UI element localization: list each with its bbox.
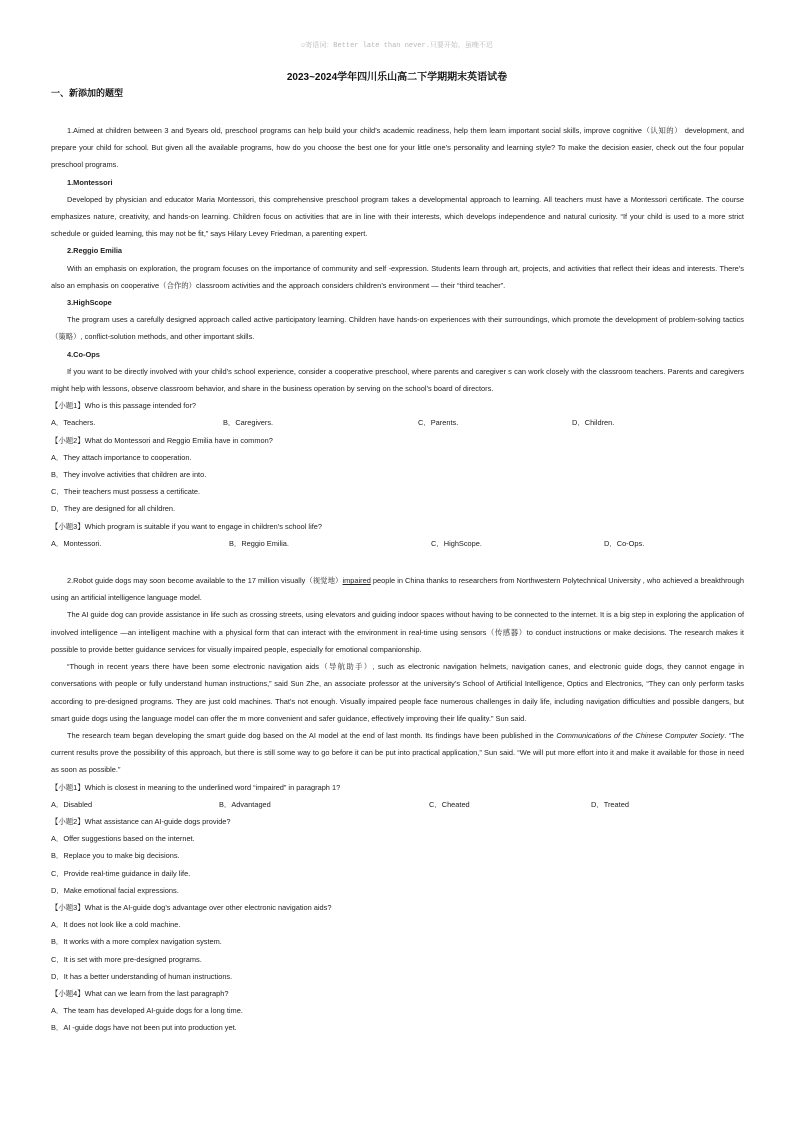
option-b[interactable]: B．It works with a more complex navigation system. bbox=[51, 937, 222, 947]
option-d[interactable]: D．Make emotional facial expressions. bbox=[51, 885, 179, 895]
option-b[interactable]: B．Reggio Emilia. bbox=[229, 538, 289, 548]
passage1-paragraph-coops: If you want to be directly involved with your child’s school experience, consider a cooperative preschool, where parents and caregiver s can work closely with the classroom teachers. Parents and caregivers might help with lessons, observe classroom behavior, and share in the business operation by serving on the school’s board of directors. bbox=[51, 366, 744, 394]
option-a[interactable]: A．Montessori. bbox=[51, 538, 102, 548]
option-d[interactable]: D．They are designed for all children. bbox=[51, 504, 176, 514]
passage1-question-2: 【小题2】What do Montessori and Reggio Emilia have in common? bbox=[51, 435, 273, 445]
passage2-paragraph-4: The research team began developing the smart guide dog based on the AI model at the end of last month. Its findings have been published in the Communications of the Chinese Computer Society. “The current results prove the possibility of this approach, but there is still some way to go before it can be put into practical application,” Sun said. “We will put more effort into it and make it available for those in need as soon as possible.” bbox=[51, 730, 744, 775]
option-b[interactable]: B．Caregivers. bbox=[223, 418, 274, 428]
passage1-paragraph-reggio: With an emphasis on exploration, the program focuses on the importance of community and self -expression. Students learn through art, projects, and activities that reflect their ideas and interests. There’s also an emphasis on cooperative（合作的）classroom activities and the approach considers children’s environment — their “third teacher”. bbox=[51, 263, 744, 290]
passage1-question-1: 【小题1】Who is this passage intended for? bbox=[51, 401, 197, 411]
option-a[interactable]: A．They attach importance to cooperation. bbox=[51, 452, 192, 462]
option-a[interactable]: A．Disabled bbox=[51, 799, 93, 809]
option-a[interactable]: A．It does not look like a cold machine. bbox=[51, 920, 181, 930]
exam-content bbox=[51, 122, 744, 1037]
passage1-question-3-options bbox=[51, 535, 744, 552]
option-c[interactable]: C．Provide real-time guidance in daily life. bbox=[51, 868, 191, 878]
passage2-question-1: 【小题1】Which is closest in meaning to the underlined word “impaired” in paragraph 1? bbox=[51, 782, 341, 792]
exam-title: 2023~2024学年四川乐山高二下学期期末英语试卷 bbox=[286, 72, 508, 83]
section-heading: 一、新添加的题型 bbox=[51, 89, 124, 99]
passage2-paragraph-3: “Though in recent years there have been some electronic navigation aids（导航助手）, such as electronic navigation helmets, navigation canes, and electronic guide dogs, they cannot engage in conversations with people or fully understand human instructions,” said Sun Zhe, an associate professor at the university’s School of Artificial Intelligence, Optics and Electronics, “They can only perform tasks according to pre-designed programs. They are just cold machines. That’s not enough. Visually impaired people face numerous challenges in daily life, including navigation difficulties and possible dangers, but smart guide dogs using the language model can offer the m more convenient and safer guidance, effectively improving their life quality.” Sun said. bbox=[51, 662, 744, 723]
passage1-heading-montessori: 1.Montessori bbox=[67, 177, 113, 187]
option-a[interactable]: A．Offer suggestions based on the internet. bbox=[51, 834, 195, 844]
underlined-word: impaired bbox=[342, 576, 371, 586]
passage1-heading-highscope: 3.HighScope bbox=[67, 298, 112, 308]
option-c[interactable]: C．Parents. bbox=[418, 418, 459, 428]
passage1-intro: 1.Aimed at children between 3 and 5years old, preschool programs can help build your child’s academic readiness, help them learn important social skills, improve cognitive（认知的） development, and prepare your child for school. But given all the available programs, how do you choose the best one for your little one’s personality and learning style? To make the decision easier, check out the four popular preschool programs. bbox=[51, 126, 744, 170]
option-a[interactable]: A．The team has developed AI-guide dogs for a long time. bbox=[51, 1006, 243, 1016]
header-watermark: ☺寄语词：Better late than never.只要开始，虽晚不迟 bbox=[301, 42, 493, 50]
option-c[interactable]: C．Their teachers must possess a certificate. bbox=[51, 487, 201, 497]
passage1-question-1-options bbox=[51, 414, 744, 431]
option-d[interactable]: D．Co-Ops. bbox=[604, 538, 645, 548]
option-b[interactable]: B．Replace you to make big decisions. bbox=[51, 851, 180, 861]
passage1-heading-coops: 4.Co-Ops bbox=[67, 349, 100, 359]
option-c[interactable]: C．HighScope. bbox=[431, 538, 482, 548]
option-d[interactable]: D．It has a better understanding of human instructions. bbox=[51, 971, 233, 981]
passage1-paragraph-highscope: The program uses a carefully designed approach called active participatory learning. Children have hands-on experiences with their surroundings, which promote the development of problem-solving tactics（策略）, conflict-solution methods, and other important skills. bbox=[51, 315, 744, 342]
option-b[interactable]: B．They involve activities that children are into. bbox=[51, 470, 207, 480]
passage2-paragraph-1: 2.Robot guide dogs may soon become available to the 17 million visually（视觉地）impaired people in China thanks to researchers from Northwestern Polytechnical University , who achieved a breakthrough using an artificial intelligence language model. bbox=[51, 576, 744, 603]
option-c[interactable]: C．Cheated bbox=[429, 799, 470, 809]
option-a[interactable]: A．Teachers. bbox=[51, 418, 96, 428]
passage2-paragraph-2: The AI guide dog can provide assistance in life such as crossing streets, using elevators and guiding indoor spaces without having to be connected to the internet. It is a big step in exploring the application of involved intelligence —an intelligent machine with a physical form that can interact with the environment in real-time using sensors（传感器）to conduct instructions or make decisions. The research makes it possible to provide better guidance services for visually impaired people, especially for emotional companionship. bbox=[51, 610, 744, 654]
option-b[interactable]: B．Advantaged bbox=[219, 799, 271, 809]
journal-title: Communications of the Chinese Computer Society bbox=[556, 730, 725, 740]
option-b[interactable]: B．AI -guide dogs have not been put into production yet. bbox=[51, 1023, 237, 1033]
option-c[interactable]: C．It is set with more pre-designed programs. bbox=[51, 954, 202, 964]
passage2-question-3: 【小题3】What is the AI-guide dog’s advantage over other electronic navigation aids? bbox=[51, 902, 332, 912]
passage2-question-4: 【小题4】What can we learn from the last paragraph? bbox=[51, 988, 229, 998]
passage2-question-1-options bbox=[51, 796, 744, 813]
passage1-paragraph-montessori: Developed by physician and educator Maria Montessori, this comprehensive preschool program takes a developmental approach to learning. All teachers must have a Montessori certificate. The course emphasizes nature, creativity, and hands-on learning. Children focus on activities that are in line with their interests, which develops independence and natural curiosity. “If your child is used to a more strict schedule or guided learning, this may not be fit,” says Hilary Levey Friedman, a parenting expert. bbox=[51, 194, 744, 239]
option-d[interactable]: D．Children. bbox=[572, 418, 615, 428]
passage1-question-3: 【小题3】Which program is suitable if you want to engage in children’s school life? bbox=[51, 521, 322, 531]
passage2-question-2: 【小题2】What assistance can AI-guide dogs provide? bbox=[51, 816, 231, 826]
option-d[interactable]: D．Treated bbox=[591, 799, 629, 809]
passage1-heading-reggio: 2.Reggio Emilia bbox=[67, 246, 123, 256]
